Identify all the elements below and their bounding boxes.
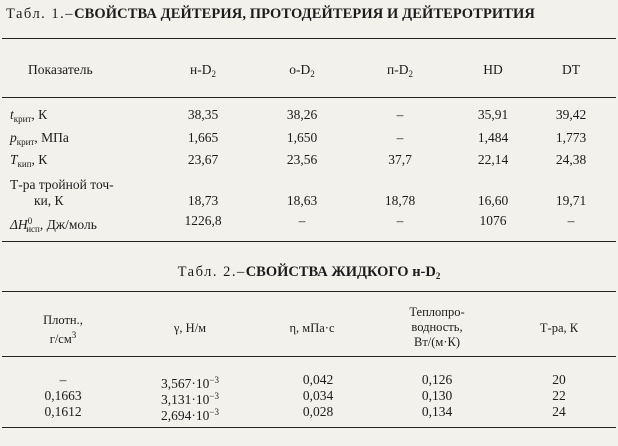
table2-cell: – (59, 372, 67, 387)
table1-cell: 1226,8 (184, 213, 222, 228)
table1-cell: – (567, 213, 575, 228)
table1-row-label: $\Delta H^0_{исп}$, Дж/моль (10, 216, 97, 234)
table1-cell: 19,71 (555, 193, 587, 208)
table1-header-col4: HD (483, 62, 503, 77)
table2-header-density: Плотн., $г/см^3$ (43, 313, 83, 346)
table2-cell: $3,567\cdot 10^{-3}$ (161, 375, 219, 391)
table2-title-prefix: Табл. 2.– (177, 264, 246, 280)
table2-header-conductivity: Теплопро- водность, Вт/(м·К) (409, 305, 465, 349)
table2-cell: 0,134 (421, 404, 453, 419)
table2-top-rule (2, 291, 616, 292)
table1-row-label: $t_{крит}$, К (10, 107, 48, 124)
table1-top-rule (2, 38, 616, 39)
table1-cell: 23,67 (187, 152, 219, 167)
table1-header-col2: $о-D_2$ (289, 62, 315, 79)
table2-header-gamma: γ, Н/м (173, 321, 207, 335)
table1-cell: 1,773 (555, 130, 587, 145)
table1-cell: 1,650 (286, 130, 318, 145)
table2-header-temp: Т-ра, К (539, 321, 579, 335)
table1-cell: 23,56 (286, 152, 318, 167)
table1-header-param: Показатель (28, 62, 93, 77)
table2-cell: $2,694\cdot 10^{-3}$ (161, 407, 219, 423)
table1-cell: – (396, 107, 404, 122)
table1-cell: 1,484 (477, 130, 509, 145)
table2-cell: 0,126 (421, 372, 453, 387)
table2-cell: 0,130 (421, 388, 453, 403)
table1-cell: – (298, 213, 306, 228)
table1-cell: 18,73 (187, 193, 219, 208)
table1-cell: 18,78 (384, 193, 416, 208)
table1-row-label: Т-ра тройной точ- (10, 177, 114, 192)
table1-cell: 38,35 (187, 107, 219, 122)
table1-cell: 38,26 (286, 107, 318, 122)
table1-header-rule (2, 97, 616, 98)
table1-cell: 1076 (479, 213, 507, 228)
table1-row-label-cont: ки, К (34, 193, 64, 208)
table2-cell: 0,1612 (44, 404, 82, 419)
table2-cell: 24 (552, 404, 566, 419)
table2-cell: 0,034 (302, 388, 334, 403)
table2-bottom-rule (2, 427, 616, 428)
table1-bottom-rule (2, 241, 616, 242)
table1-header-col1: $н-D_2$ (190, 62, 216, 79)
table1-cell: – (396, 130, 404, 145)
table2-cell: 20 (552, 372, 566, 387)
table1-header-col3: $п-D_2$ (387, 62, 413, 79)
table1-title (6, 6, 616, 23)
table1-row-label: $p_{крит}$, МПа (10, 130, 69, 147)
table2-cell: 22 (552, 388, 566, 403)
table1-cell: 24,38 (555, 152, 587, 167)
table2-title-text: СВОЙСТВА ЖИДКОГО н-D (245, 264, 436, 280)
table1-title-text: СВОЙСТВА ДЕЙТЕРИЯ, ПРОТОДЕЙТЕРИЯ И ДЕЙТЕРОТРИТИЯ (74, 6, 536, 22)
table2-header-rule (2, 356, 616, 357)
table1-cell: 22,14 (477, 152, 509, 167)
table1-cell: 1,665 (187, 130, 219, 145)
table1-row-label: $T_{кип}$, К (10, 152, 48, 169)
table1-title-prefix: Табл. 1.– (6, 6, 75, 22)
table1-cell: 18,63 (286, 193, 318, 208)
table2-cell: $3,131\cdot 10^{-3}$ (161, 391, 219, 407)
table2-header-eta: η, мПа·с (289, 321, 335, 335)
table2-cell: 0,028 (302, 404, 334, 419)
table1-cell: – (396, 213, 404, 228)
table2-title: Табл. 2.–СВОЙСТВА ЖИДКОГО $н-D_2$ (177, 264, 441, 281)
table1-cell: 35,91 (477, 107, 509, 122)
table1-cell: 16,60 (477, 193, 509, 208)
table2-cell: 0,042 (302, 372, 334, 387)
table1-header-col5: DT (562, 62, 580, 77)
table2-cell: 0,1663 (44, 388, 82, 403)
table1-cell: 39,42 (555, 107, 587, 122)
table1-cell: 37,7 (388, 152, 412, 167)
